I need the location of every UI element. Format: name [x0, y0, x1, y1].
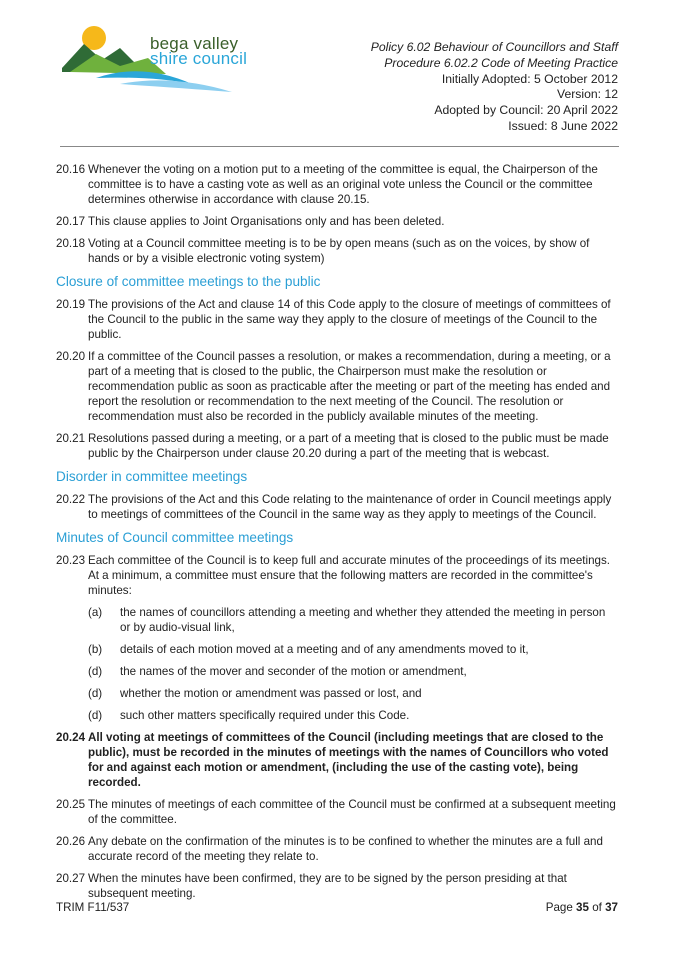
sub-item-text: the names of the mover and seconder of the motion or amendment,	[120, 665, 467, 678]
sub-item-label: (a)	[88, 606, 103, 619]
clause-20-20	[56, 349, 616, 424]
clause-number: 20.20	[56, 350, 86, 363]
of-word: of	[592, 901, 602, 914]
document-header	[371, 40, 618, 135]
clause-text: Any debate on the confirmation of the minutes is to be confined to whether the minutes are a full and accurate record of the meeting they relate to.	[88, 835, 603, 863]
clause-number: 20.27	[56, 872, 86, 885]
clause-number: 20.21	[56, 432, 86, 445]
clause-20-21	[56, 431, 616, 461]
clause-20-16	[56, 162, 616, 207]
sub-item	[88, 686, 616, 701]
logo-line-1: bega valley	[150, 34, 239, 53]
clause-text: Resolutions passed during a meeting, or a part of a meeting that is closed to the public must be made public by the Chairperson under clause 20.20 during a part of the meeting that is webcast.	[88, 432, 609, 460]
clause-number: 20.26	[56, 835, 86, 848]
clause-20-18	[56, 236, 616, 266]
sub-item	[88, 642, 616, 657]
header-adopted-council: Adopted by Council: 20 April 2022	[434, 103, 618, 118]
sub-item-label: (d)	[88, 709, 103, 722]
document-body	[56, 162, 616, 908]
clause-text: If a committee of the Council passes a resolution, or makes a recommendation, during a meeting, or a part of a meeting that is closed to the public, the Chairperson must make the resolution or recommendation public as soon as practicable after the meeting or part of the meeting has ended and report the resolution or recommendation to the next meeting of the Council. The resolution or recommendation must also be recorded in the publicly available minutes of the meeting.	[88, 350, 611, 423]
clause-20-22	[56, 492, 616, 522]
clause-text: This clause applies to Joint Organisations only and has been deleted.	[88, 215, 445, 228]
sub-item-text: details of each motion moved at a meeting and of any amendments moved to it,	[120, 643, 529, 656]
clause-number: 20.22	[56, 493, 86, 506]
sub-item	[88, 605, 616, 635]
clause-20-25	[56, 797, 616, 827]
sub-item-text: such other matters specifically required under this Code.	[120, 709, 410, 722]
clause-number: 20.24	[56, 731, 86, 744]
clause-number: 20.16	[56, 163, 86, 176]
logo-line-2: shire council	[150, 49, 248, 68]
clause-20-19	[56, 297, 616, 342]
sub-item-label: (d)	[88, 665, 103, 678]
sub-item	[88, 664, 616, 679]
clause-text: Whenever the voting on a motion put to a meeting of the committee is equal, the Chairperson of the committee is to have a casting vote as well as an original vote unless the Council or the committee determines otherwise in accordance with clause 20.15.	[88, 163, 598, 206]
clause-number: 20.23	[56, 554, 86, 567]
clause-text: The provisions of the Act and clause 14 of this Code apply to the closure of meetings of committees of the Council to the public in the same way they apply to the closure of meetings of the Council to the public.	[88, 298, 611, 341]
page-word: Page	[545, 901, 573, 914]
sub-item	[88, 708, 616, 723]
section-heading-minutes: Minutes of Council committee meetings	[56, 530, 294, 545]
section-heading-disorder: Disorder in committee meetings	[56, 469, 248, 484]
header-divider	[60, 146, 619, 147]
clause-text: Voting at a Council committee meeting is to be by open means (such as on the voices, by show of hands or by a visible electronic voting system)	[88, 237, 590, 265]
sub-item-label: (b)	[88, 643, 103, 656]
header-issued: Issued: 8 June 2022	[508, 118, 618, 133]
clause-text: Each committee of the Council is to keep full and accurate minutes of the proceedings of its meetings. At a minimum, a committee must ensure that the following matters are recorded in the committee's minutes:	[88, 554, 610, 597]
section-heading-closure: Closure of committee meetings to the public	[56, 274, 321, 289]
clause-20-17	[56, 214, 616, 229]
logo-text	[150, 36, 247, 66]
header-version: Version: 12	[557, 87, 618, 102]
clause-text: The minutes of meetings of each committee of the Council must be confirmed at a subsequent meeting of the committee.	[88, 798, 616, 826]
sub-item-text: whether the motion or amendment was passed or lost, and	[120, 687, 422, 700]
current-page: 35	[576, 901, 589, 914]
sub-item-text: the names of councillors attending a meeting and whether they attended the meeting in person or by audio-visual link,	[120, 606, 606, 634]
clause-20-24	[56, 730, 616, 790]
clause-number: 20.17	[56, 215, 86, 228]
clause-number: 20.18	[56, 237, 86, 250]
clause-number: 20.19	[56, 298, 86, 311]
clause-20-23	[56, 553, 616, 598]
footer-page-number	[546, 901, 618, 914]
clause-20-26	[56, 834, 616, 864]
clause-text: All voting at meetings of committees of the Council (including meetings that are closed to the public), must be recorded in the minutes of meetings with the names of Councillors who voted for and against each motion or amendment, (including the use of the casting vote), being recorded.	[88, 731, 609, 789]
header-policy: Policy 6.02 Behaviour of Councillors and Staff	[370, 40, 618, 54]
clause-number: 20.25	[56, 798, 86, 811]
footer-trim: TRIM F11/537	[56, 901, 130, 914]
clause-text: The provisions of the Act and this Code relating to the maintenance of order in Council meetings apply to meetings of committees of the Council in the same way as they apply to meetings of the Council.	[88, 493, 612, 521]
header-procedure: Procedure 6.02.2 Code of Meeting Practice	[384, 55, 618, 70]
clause-20-27	[56, 871, 616, 901]
clause-text: When the minutes have been confirmed, they are to be signed by the person presiding at that subsequent meeting.	[88, 872, 567, 900]
header-initially-adopted: Initially Adopted: 5 October 2012	[441, 71, 618, 86]
sub-item-label: (d)	[88, 687, 103, 700]
total-pages: 37	[605, 901, 618, 914]
